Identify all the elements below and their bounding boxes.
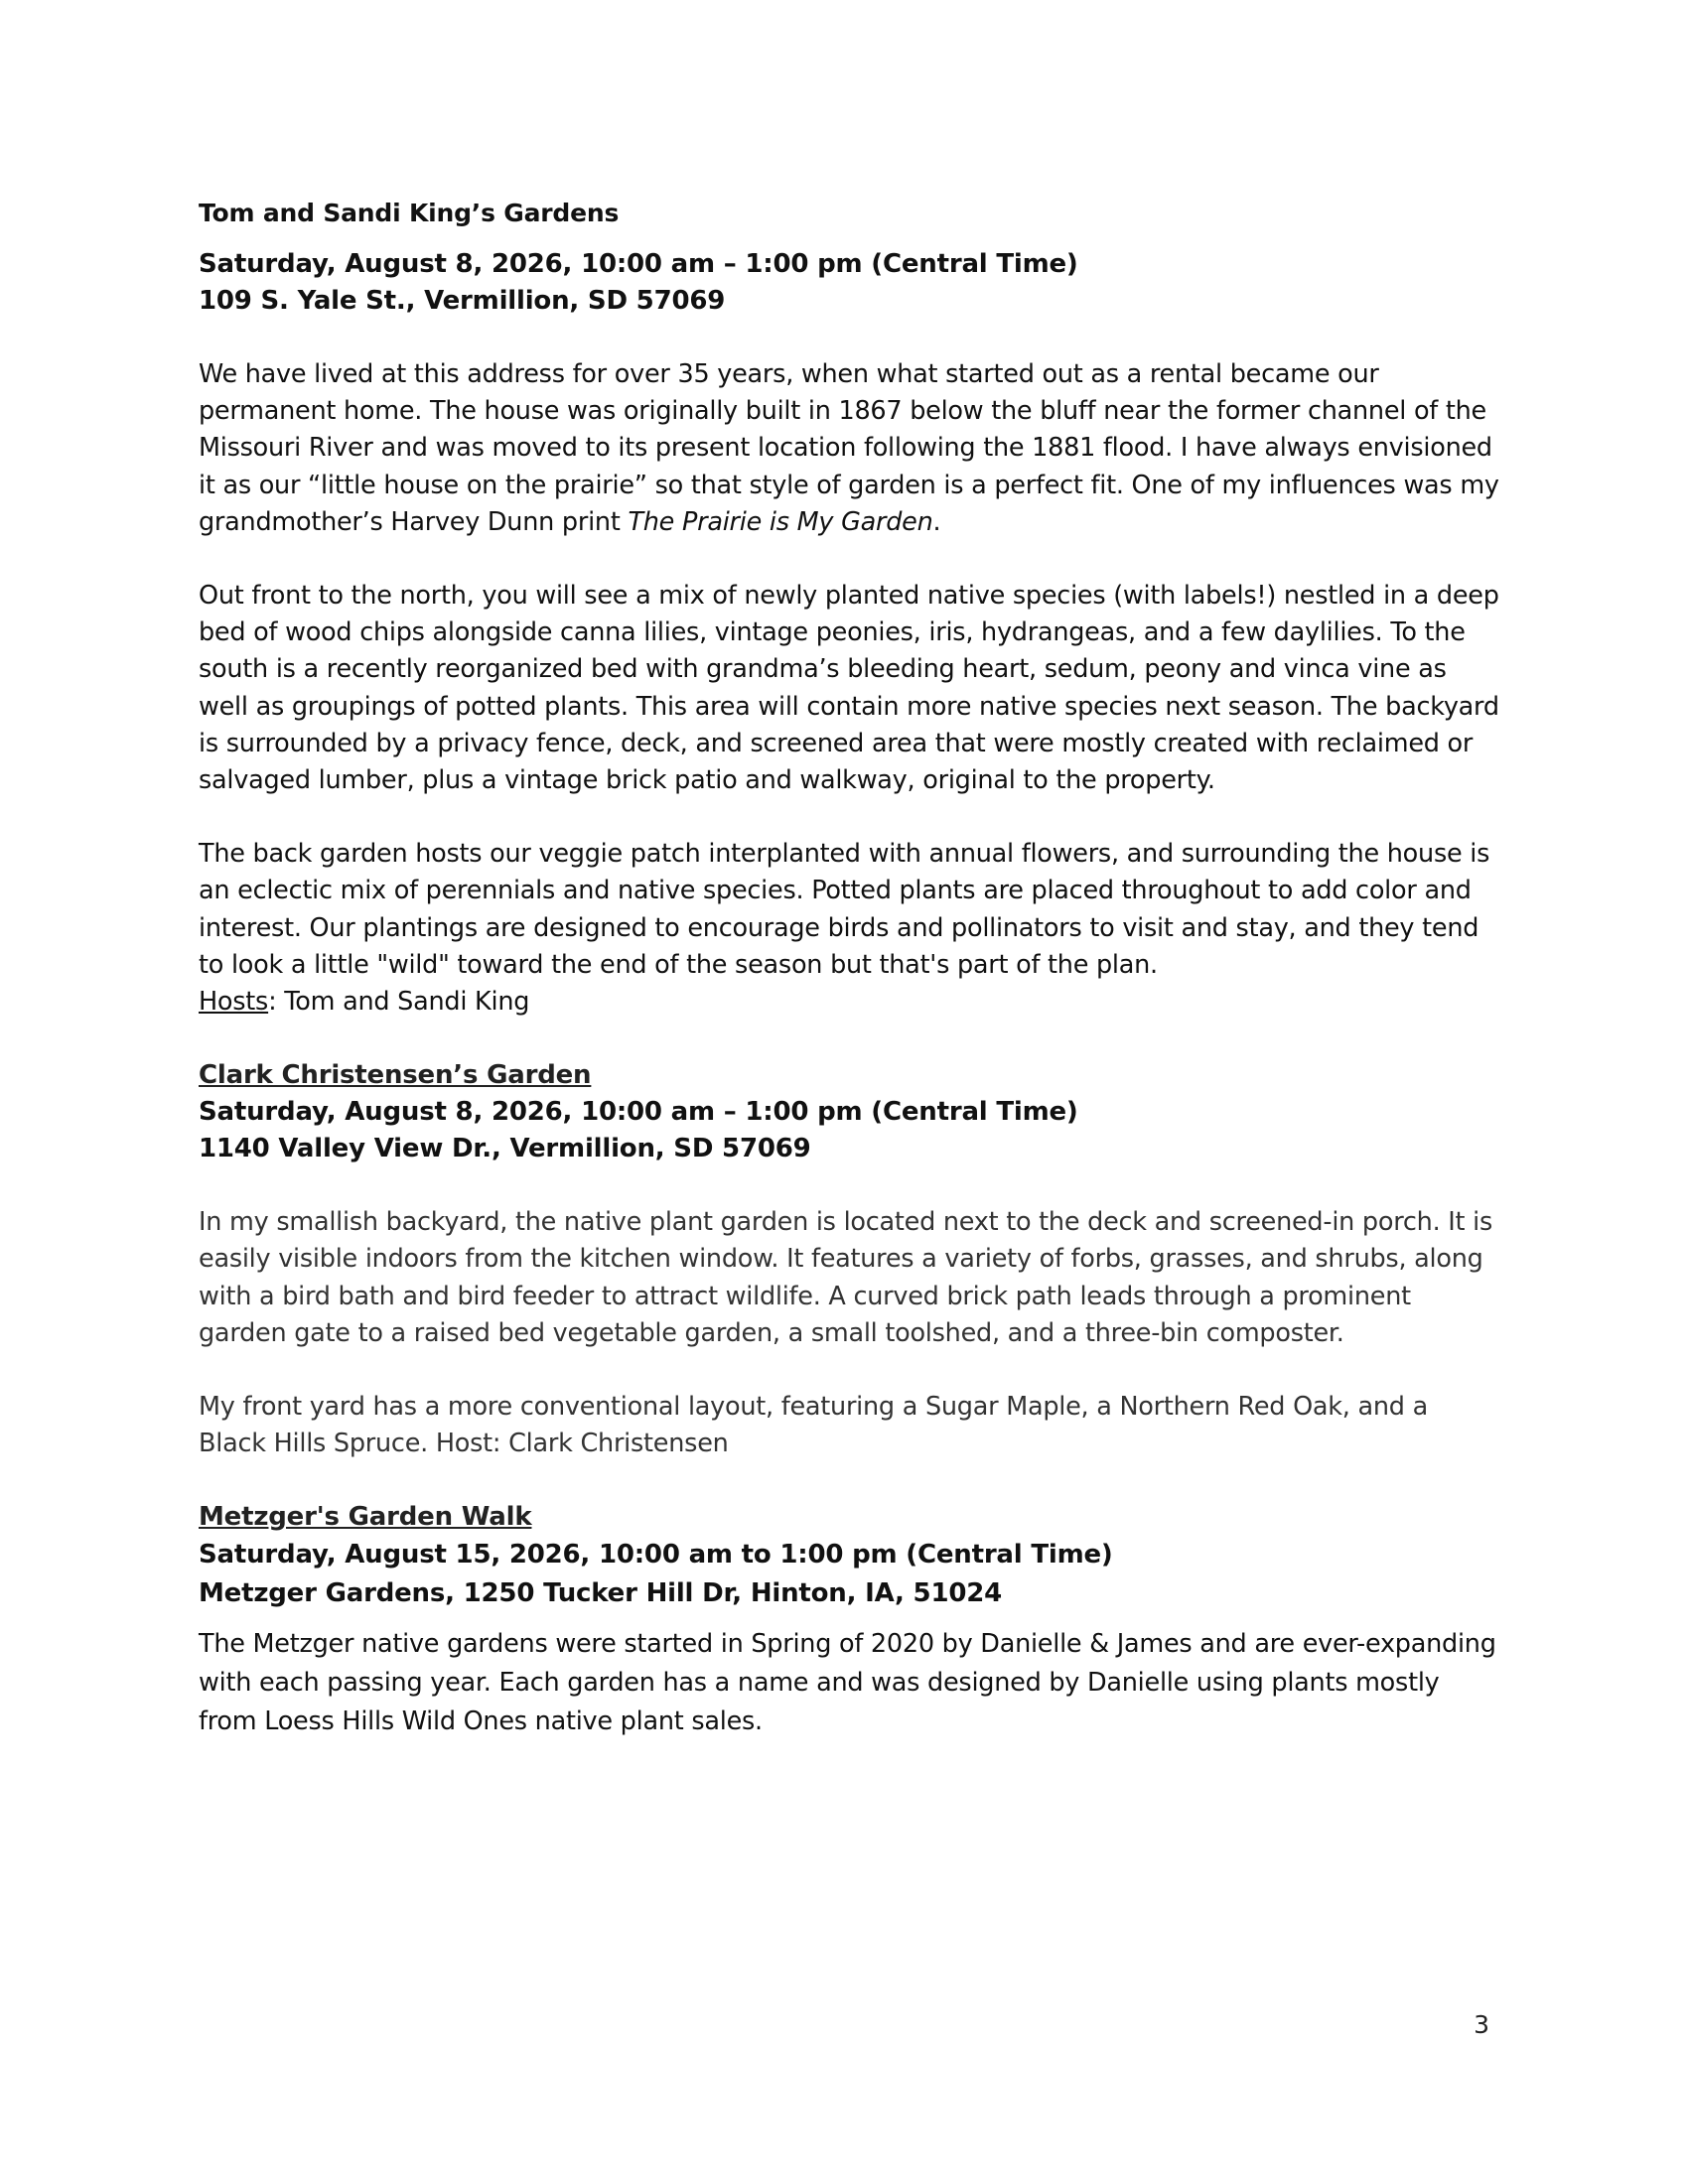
section-title: Clark Christensen’s Garden — [199, 1060, 592, 1091]
section-title: Tom and Sandi King’s Gardens — [199, 199, 620, 227]
page-number: 3 — [1474, 2010, 1489, 2039]
event-address: Metzger Gardens, 1250 Tucker Hill Dr, Hinton, IA, 51024 — [199, 1578, 1003, 1609]
paragraph: Out front to the north, you will see a mix of newly planted native species (with labels!) nestled in a deep bed of wood chips alongside canna lilies, vintage peonies, iris, hydrangeas, and a few daylilies. To the south is a recently reorganized bed with grandma’s bleeding heart, sedum, peony and vinca vine as well as groupings of potted plants. This area will contain more native species next season. The backyard is surrounded by a privacy fence, deck, and screened area that were mostly created with reclaimed or salvaged lumber, plus a vintage brick patio and walkway, original to the property. — [199, 581, 1499, 796]
paragraph: We have lived at this address for over 35 years, when what started out as a rental became our permanent home. The house was originally built in 1867 below the bluff near the former channel of the Missouri River and was moved to its present location following the 1881 flood. I have always envisioned it as our “little house on the prairie” so that style of garden is a perfect fit. One of my influences was my grandmother’s Harvey Dunn print The Prairie is My Garden. — [199, 359, 1499, 537]
document-page — [199, 195, 1499, 1741]
event-date: Saturday, August 8, 2026, 10:00 am – 1:00 pm (Central Time) — [199, 1097, 1078, 1128]
paragraph: The back garden hosts our veggie patch interplanted with annual flowers, and surrounding the house is an eclectic mix of perennials and native species. Potted plants are placed throughout to add color and interest. Our plantings are designed to encourage birds and pollinators to visit and stay, and they tend to look a little "wild" toward the end of the season but that's part of the plan. Hosts: Tom and Sandi King — [199, 839, 1490, 1018]
paragraph: In my smallish backyard, the native plant garden is located next to the deck and screened-in porch. It is easily visible indoors from the kitchen window. It features a variety of forbs, grasses, and shrubs, along with a bird bath and bird feeder to attract wildlife. A curved brick path leads through a prominent garden gate to a raised bed vegetable garden, a small toolshed, and a three-bin composter. — [199, 1207, 1493, 1348]
paragraph: My front yard has a more conventional layout, featuring a Sugar Maple, a Northern Red Oak, and a Black Hills Spruce. Host: Clark Christensen — [199, 1392, 1428, 1459]
event-address: 109 S. Yale St., Vermillion, SD 57069 — [199, 286, 726, 316]
hosts-label: Hosts — [199, 987, 269, 1018]
paragraph: The Metzger native gardens were started in Spring of 2020 by Danielle & James and are ever-expanding with each passing year. Each garden has a name and was designed by Danielle using plants mostly from Loess Hills Wild Ones native plant sales. — [199, 1629, 1496, 1737]
event-date: Saturday, August 15, 2026, 10:00 am to 1:00 pm (Central Time) — [199, 1540, 1113, 1570]
event-date: Saturday, August 8, 2026, 10:00 am – 1:00 pm (Central Time) — [199, 249, 1078, 279]
event-address: 1140 Valley View Dr., Vermillion, SD 57069 — [199, 1134, 811, 1164]
section-title: Metzger's Garden Walk — [199, 1502, 532, 1533]
